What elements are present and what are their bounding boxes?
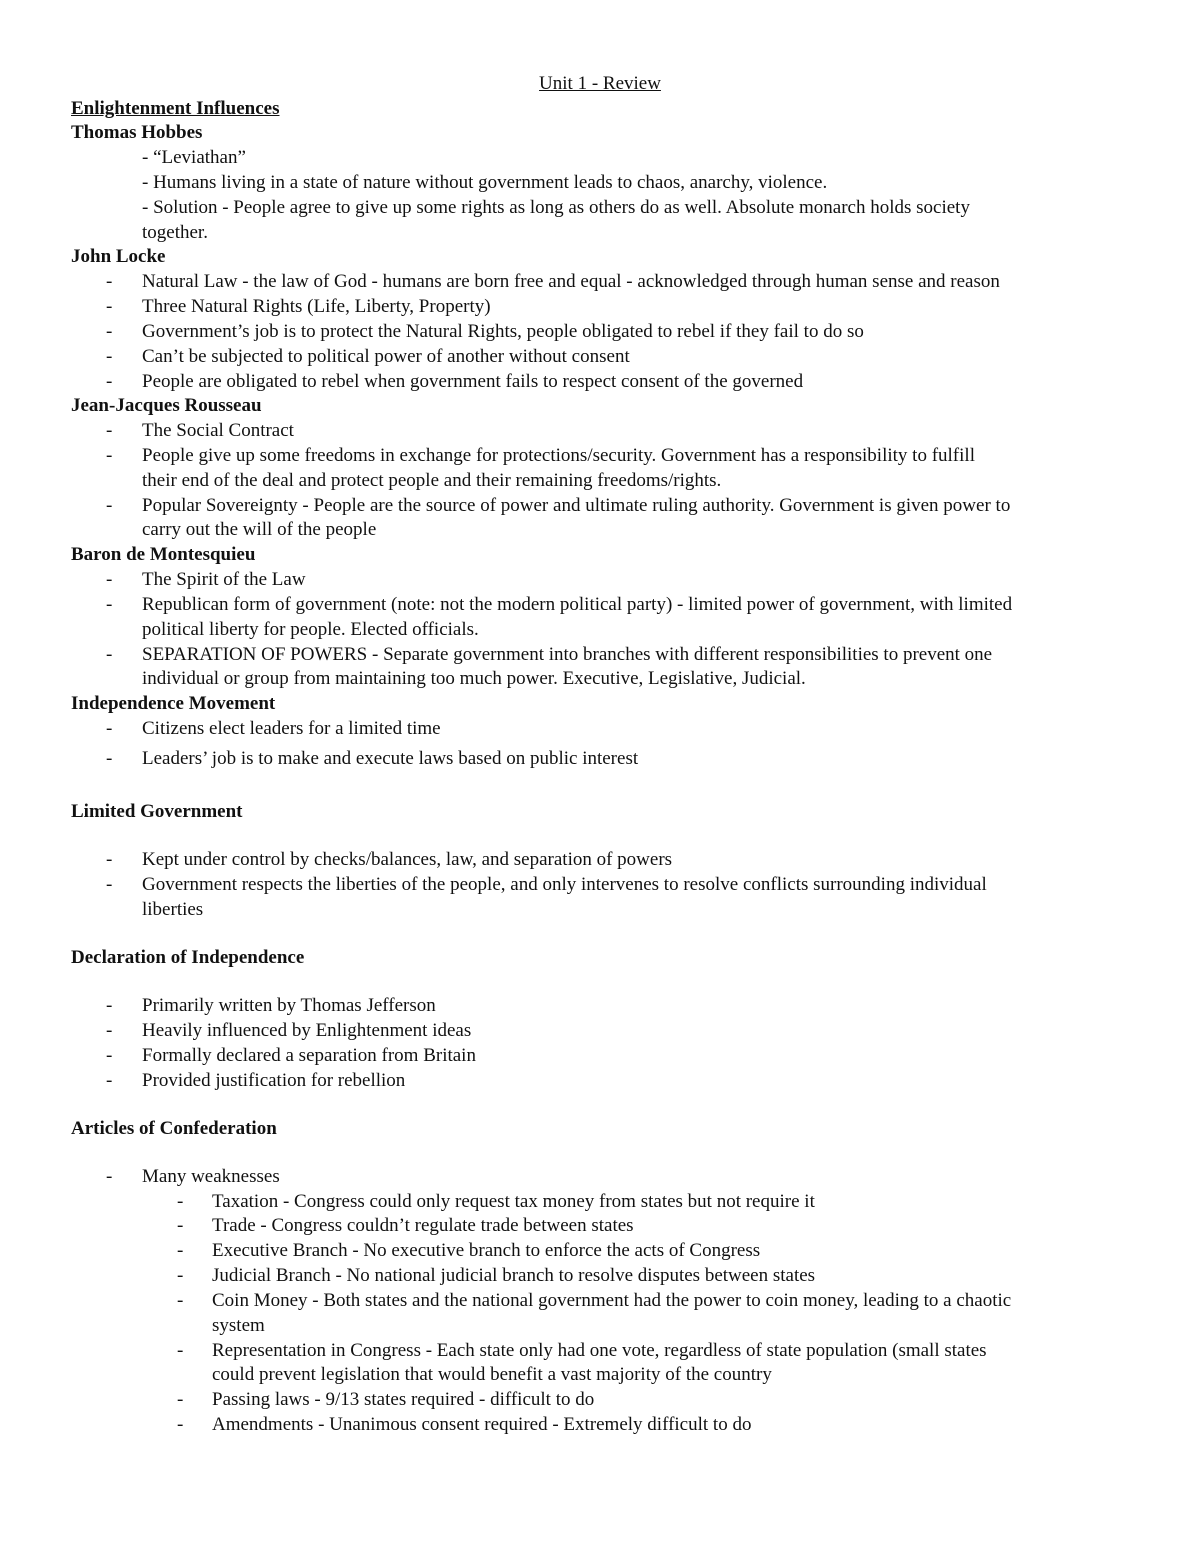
- locke-item: Can’t be subjected to political power of another without consent: [142, 346, 630, 367]
- declaration-item: Provided justification for rebellion: [142, 1070, 406, 1091]
- bullet-dash: -: [106, 995, 113, 1016]
- articles-top-item: Many weaknesses: [142, 1166, 280, 1187]
- independence-item: Leaders’ job is to make and execute laws based on public interest: [142, 748, 639, 769]
- bullet-dash: -: [106, 371, 113, 392]
- articles-subitem: system: [212, 1315, 265, 1336]
- bullet-dash: -: [106, 1166, 113, 1187]
- bullet-dash: -: [177, 1340, 184, 1361]
- bullet-dash: -: [106, 1020, 113, 1041]
- bullet-dash: -: [177, 1191, 184, 1212]
- rousseau-item: The Social Contract: [142, 420, 294, 441]
- declaration-item: Heavily influenced by Enlightenment ideas: [142, 1020, 472, 1041]
- rousseau-item: carry out the will of the people: [142, 519, 377, 540]
- hobbes-line: together.: [142, 222, 208, 243]
- bullet-dash: -: [177, 1265, 184, 1286]
- bullet-dash: -: [106, 296, 113, 317]
- bullet-dash: -: [106, 849, 113, 870]
- heading-john-locke: John Locke: [71, 246, 166, 267]
- bullet-dash: -: [106, 445, 113, 466]
- limited-item: Government respects the liberties of the people, and only intervenes to resolve conflicts surrounding individual: [142, 874, 987, 895]
- montesquieu-item: individual or group from maintaining too much power. Executive, Legislative, Judicial.: [142, 668, 806, 689]
- locke-item: Natural Law - the law of God - humans are born free and equal - acknowledged through human sense and reason: [142, 271, 1000, 292]
- page-title: Unit 1 - Review: [539, 73, 661, 94]
- heading-baron-de-montesquieu: Baron de Montesquieu: [71, 544, 256, 565]
- bullet-dash: -: [106, 1045, 113, 1066]
- declaration-item: Primarily written by Thomas Jefferson: [142, 995, 436, 1016]
- bullet-dash: -: [177, 1389, 184, 1410]
- bullet-dash: -: [106, 420, 113, 441]
- limited-item: Kept under control by checks/balances, law, and separation of powers: [142, 849, 673, 870]
- bullet-dash: -: [106, 748, 113, 769]
- articles-subitem: Amendments - Unanimous consent required - Extremely difficult to do: [212, 1414, 752, 1435]
- locke-item: People are obligated to rebel when government fails to respect consent of the governed: [142, 371, 804, 392]
- bullet-dash: -: [106, 874, 113, 895]
- bullet-dash: -: [106, 1070, 113, 1091]
- bullet-dash: -: [106, 346, 113, 367]
- articles-subitem: Coin Money - Both states and the national government had the power to coin money, leading to a chaotic: [212, 1290, 1012, 1311]
- locke-item: Government’s job is to protect the Natural Rights, people obligated to rebel if they fail to do so: [142, 321, 864, 342]
- declaration-item: Formally declared a separation from Britain: [142, 1045, 476, 1066]
- articles-subitem: Taxation - Congress could only request tax money from states but not require it: [212, 1191, 815, 1212]
- montesquieu-item: Republican form of government (note: not the modern political party) - limited power of government, with limited: [142, 594, 1013, 615]
- montesquieu-item: The Spirit of the Law: [142, 569, 306, 590]
- section-heading-enlightenment: Enlightenment Influences: [71, 98, 280, 119]
- bullet-dash: -: [177, 1414, 184, 1435]
- bullet-dash: -: [106, 718, 113, 739]
- montesquieu-item: SEPARATION OF POWERS - Separate government into branches with different responsibilities to prevent one: [142, 644, 993, 665]
- rousseau-item: Popular Sovereignty - People are the source of power and ultimate ruling authority. Government is given power to: [142, 495, 1011, 516]
- hobbes-line: - Humans living in a state of nature without government leads to chaos, anarchy, violence.: [142, 172, 828, 193]
- heading-independence-movement: Independence Movement: [71, 693, 276, 714]
- heading-articles-of-confederation: Articles of Confederation: [71, 1118, 277, 1139]
- bullet-dash: -: [177, 1240, 184, 1261]
- heading-limited-government: Limited Government: [71, 801, 243, 822]
- heading-jean-jacques-rousseau: Jean-Jacques Rousseau: [71, 395, 262, 416]
- rousseau-item: People give up some freedoms in exchange for protections/security. Government has a responsibility to fulfill: [142, 445, 975, 466]
- bullet-dash: -: [106, 594, 113, 615]
- bullet-dash: -: [106, 321, 113, 342]
- articles-subitem: Executive Branch - No executive branch to enforce the acts of Congress: [212, 1240, 761, 1261]
- articles-subitem: Judicial Branch - No national judicial branch to resolve disputes between states: [212, 1265, 816, 1286]
- bullet-dash: -: [106, 644, 113, 665]
- bullet-dash: -: [177, 1290, 184, 1311]
- bullet-dash: -: [106, 569, 113, 590]
- hobbes-line: - Solution - People agree to give up some rights as long as others do as well. Absolute monarch holds society: [142, 197, 970, 218]
- montesquieu-item: political liberty for people. Elected officials.: [142, 619, 479, 640]
- rousseau-item: their end of the deal and protect people and their remaining freedoms/rights.: [142, 470, 722, 491]
- articles-subitem: could prevent legislation that would benefit a vast majority of the country: [212, 1364, 772, 1385]
- bullet-dash: -: [106, 495, 113, 516]
- locke-item: Three Natural Rights (Life, Liberty, Property): [142, 296, 491, 317]
- articles-subitem: Passing laws - 9/13 states required - difficult to do: [212, 1389, 595, 1410]
- limited-item: liberties: [142, 899, 204, 920]
- independence-item: Citizens elect leaders for a limited time: [142, 718, 441, 739]
- articles-subitem: Representation in Congress - Each state only had one vote, regardless of state population (small states: [212, 1340, 987, 1361]
- bullet-dash: -: [106, 271, 113, 292]
- articles-subitem: Trade - Congress couldn’t regulate trade between states: [212, 1215, 634, 1236]
- heading-declaration-of-independence: Declaration of Independence: [71, 947, 305, 968]
- heading-thomas-hobbes: Thomas Hobbes: [71, 122, 203, 143]
- hobbes-line: - “Leviathan”: [142, 147, 246, 168]
- bullet-dash: -: [177, 1215, 184, 1236]
